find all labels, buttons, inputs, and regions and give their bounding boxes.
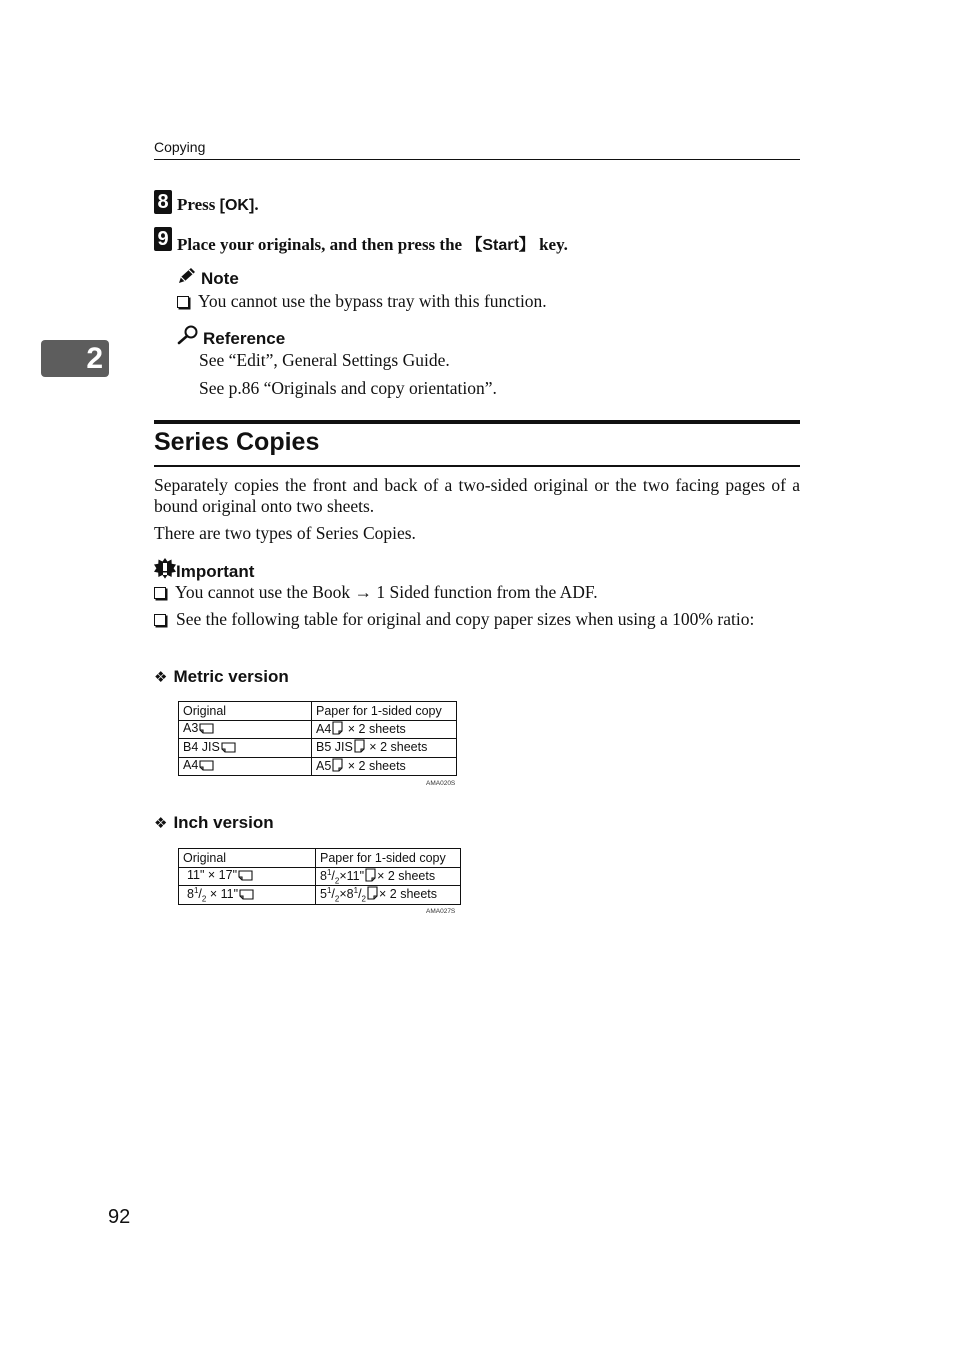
portrait-paper-icon [367, 886, 378, 903]
note-item [177, 291, 547, 312]
copy-cell [312, 739, 457, 758]
original-size: A3 [183, 721, 199, 736]
table-header-row [179, 849, 461, 868]
inch-version-heading [154, 813, 274, 833]
metric-version-label: Metric version [173, 667, 289, 686]
fraction-numerator: 1 [193, 886, 199, 896]
reference-label: Reference [203, 329, 286, 348]
original-cell [179, 867, 316, 886]
portrait-paper-icon [354, 739, 365, 756]
original-size: A4 [183, 758, 199, 773]
fraction-denominator: 2 [334, 876, 340, 886]
header-copy: Paper for 1-sided copy [316, 849, 461, 868]
running-head: Copying [154, 139, 206, 155]
table-row [179, 867, 461, 886]
header-original: Original [179, 702, 312, 721]
original-size-whole: 8 [187, 887, 194, 902]
copy-size: A4 [316, 721, 332, 736]
table-row [179, 739, 457, 758]
important-heading [154, 558, 254, 582]
copy-size-whole: 8 [320, 868, 327, 883]
original-cell [179, 720, 312, 739]
important-item-1 [154, 582, 598, 603]
fraction-numerator: 1 [326, 886, 332, 896]
header-copy: Paper for 1-sided copy [312, 702, 457, 721]
step-9-pre: Place your originals, and then press the [177, 235, 467, 254]
landscape-paper-icon [239, 889, 254, 903]
fraction-denominator: 2 [334, 894, 340, 904]
copy-cell [316, 886, 461, 905]
fraction-denominator: 2 [361, 894, 366, 904]
portrait-paper-icon [365, 868, 376, 885]
step-8-text [177, 195, 259, 215]
copy-size: A5 [316, 758, 332, 773]
note-item-text: You cannot use the bypass tray with this function. [198, 291, 547, 311]
ok-key-label: [OK] [219, 197, 255, 214]
figure-code: AMA020S [426, 780, 456, 787]
reference-heading [177, 325, 285, 349]
page-number: 92 [108, 1206, 131, 1228]
section-paragraph-2: There are two types of Series Copies. [154, 523, 416, 543]
important-item-2 [154, 609, 800, 630]
landscape-paper-icon [221, 742, 236, 756]
copy-cell [312, 757, 457, 776]
step-9-text [177, 232, 568, 255]
section-title: Series Copies [154, 428, 320, 456]
diamond-bullet-icon: ❖ [154, 669, 168, 686]
diamond-bullet-icon: ❖ [154, 815, 168, 832]
landscape-paper-icon [199, 723, 214, 737]
copy-count: × 2 sheets [344, 758, 406, 773]
copy-size: B5 JIS [316, 740, 353, 755]
table-header-row [179, 702, 457, 721]
reference-line-2: See p.86 “Originals and copy orientation”. [199, 378, 497, 398]
original-size: 11" × 17" [187, 868, 237, 883]
section-paragraph-1: Separately copies the front and back of a two-sided original or the two facing pages of a bound original onto two sheets. [154, 475, 800, 516]
portrait-paper-icon [332, 721, 343, 738]
pencil-icon [177, 267, 197, 285]
figure-code: AMA027S [426, 908, 456, 915]
copy-count: × 2 sheets [344, 721, 406, 736]
copy-count: × 2 sheets [365, 740, 428, 755]
important-label: Important [176, 562, 255, 581]
original-size: B4 JIS [183, 739, 220, 754]
step-8-post: . [254, 195, 259, 214]
checkbox-bullet-icon [177, 296, 189, 308]
step-8-pre: Press [177, 195, 220, 214]
portrait-paper-icon [332, 758, 343, 775]
fraction-slash: / [331, 868, 335, 883]
section-rule-top [154, 420, 800, 424]
checkbox-bullet-icon [154, 587, 166, 599]
step-9-post: key. [534, 235, 568, 254]
original-size-rest: × 11" [206, 887, 239, 902]
fraction-slash: / [358, 887, 362, 902]
step-number-9: 9 [154, 227, 172, 251]
reference-line-1: See “Edit”, General Settings Guide. [199, 350, 450, 370]
table-row [179, 886, 461, 905]
copy-count: × 2 sheets [377, 868, 436, 883]
header-original: Original [179, 849, 316, 868]
copy-count: × 2 sheets [379, 887, 438, 902]
copy-size-whole: 5 [320, 887, 327, 902]
metric-size-table [178, 701, 457, 776]
note-heading [177, 267, 239, 289]
fraction-slash: / [331, 887, 335, 902]
copy-cell [316, 867, 461, 886]
step-number-8: 8 [154, 190, 172, 214]
fraction-slash: / [198, 887, 202, 902]
table-row [179, 757, 457, 776]
note-label: Note [201, 269, 239, 288]
copy-size-mid: ×8 [339, 887, 354, 902]
start-key-label: 【Start】 [466, 237, 535, 254]
original-cell [179, 886, 316, 905]
checkbox-bullet-icon [154, 614, 166, 626]
important-burst-icon [154, 558, 176, 580]
fraction-numerator: 1 [353, 886, 359, 896]
important-item-2-text: See the following table for original and copy paper sizes when using a 100% ratio: [176, 609, 755, 629]
landscape-paper-icon [199, 760, 214, 774]
table-row [179, 720, 457, 739]
inch-version-label: Inch version [173, 813, 274, 832]
header-rule [154, 159, 800, 160]
magnifier-icon [177, 325, 199, 345]
original-cell [179, 739, 312, 758]
copy-cell [312, 720, 457, 739]
landscape-paper-icon [238, 870, 253, 884]
inch-size-table [178, 848, 461, 905]
fraction-numerator: 1 [326, 867, 332, 877]
copy-size-rest: ×11" [339, 868, 365, 883]
original-cell [179, 757, 312, 776]
important-item-1-text: You cannot use the Book → 1 Sided function from the ADF. [175, 582, 598, 602]
metric-version-heading [154, 667, 289, 687]
section-rule-bottom [154, 465, 800, 467]
chapter-tab: 2 [41, 340, 109, 377]
fraction-denominator: 2 [201, 894, 207, 904]
